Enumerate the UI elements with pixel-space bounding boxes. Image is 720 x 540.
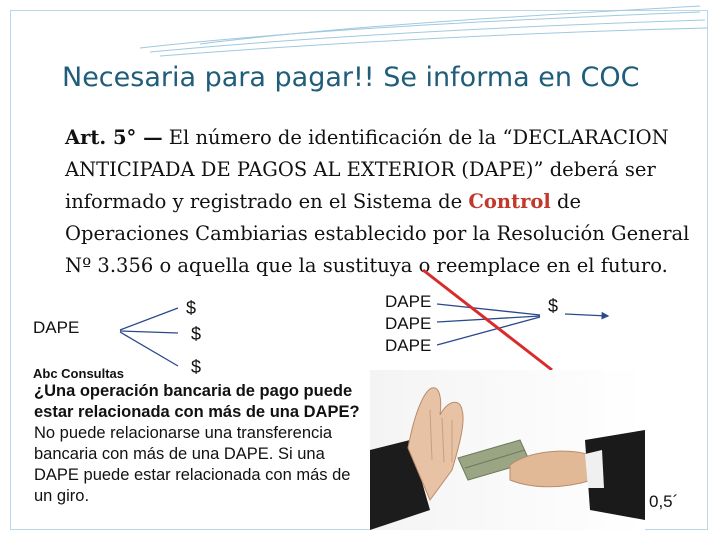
left-arrow-2	[120, 331, 178, 333]
left-target-label-1: $	[186, 298, 197, 318]
hand-refusing-money-icon	[370, 370, 645, 530]
left-arrow-1	[120, 308, 178, 330]
right-arrow-1	[437, 304, 540, 315]
right-target-label: $	[548, 296, 559, 316]
left-diagram-arrows	[120, 308, 178, 366]
right-source-label-2: DAPE	[385, 314, 432, 333]
right-source-label-3: DAPE	[385, 336, 432, 355]
article-lead: Art. 5° —	[65, 126, 163, 149]
faq-block	[34, 381, 364, 507]
left-target-label-3: $	[191, 357, 202, 377]
faq-answer: No puede relacionarse una transferencia bancaria con más de una DAPE. Si una DAPE puede estar relacionada con más de un giro.	[34, 424, 351, 505]
faq-question: ¿Una operación bancaria de pago puede estar relacionada con más de una DAPE?	[34, 382, 360, 421]
article-text-after: de Operaciones Cambiarias establecido por la Resolución General Nº 3.356 o aquella que la sustituya o reemplace en el futuro.	[65, 190, 690, 277]
article-highlight: Control	[468, 190, 551, 213]
left-target-label-2: $	[191, 324, 202, 344]
right-diagram-arrows	[437, 304, 608, 345]
footnote: 0,5´	[649, 492, 679, 511]
right-arrow-out	[565, 314, 608, 316]
brand-label: Abc Consultas	[33, 366, 125, 381]
strike-line	[423, 270, 552, 370]
slide-title: Necesaria para pagar!! Se informa en COC	[62, 62, 640, 93]
right-source-label-1: DAPE	[385, 292, 432, 311]
left-source-label: DAPE	[33, 318, 80, 337]
left-arrow-3	[120, 332, 178, 366]
article-text-before: El número de identificación de la “DECLARACION ANTICIPADA DE PAGOS AL EXTERIOR (DAPE)” deberá ser informado y registrado en el Sistema de	[65, 126, 669, 213]
